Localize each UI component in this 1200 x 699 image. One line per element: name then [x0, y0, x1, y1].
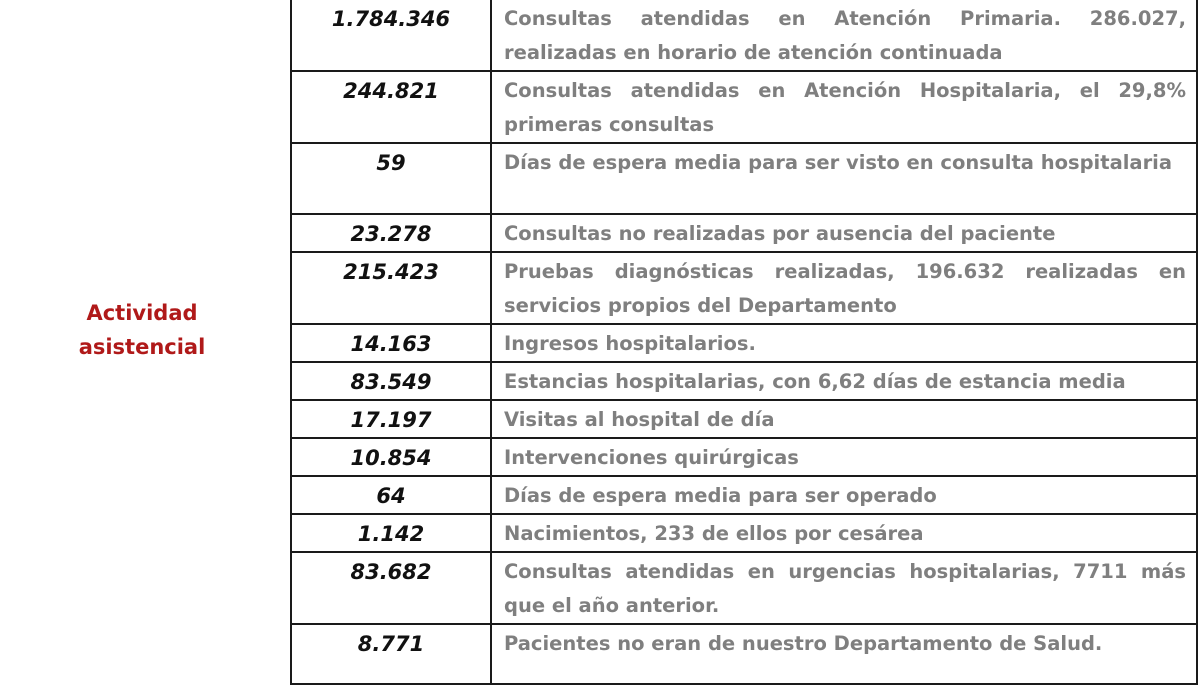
table-row — [291, 400, 1197, 438]
section-label-line1: Actividad — [86, 301, 198, 325]
table-row — [291, 0, 1197, 71]
section-label-line2: asistencial — [78, 335, 206, 359]
row-value: 1.784.346 — [291, 0, 491, 71]
table-row — [291, 252, 1197, 324]
row-description: Días de espera media para ser visto en consulta hospitalaria — [491, 143, 1197, 214]
row-value: 83.549 — [291, 362, 491, 400]
table-row — [291, 143, 1197, 214]
row-value: 64 — [291, 476, 491, 514]
activity-table — [290, 0, 1198, 685]
row-description: Consultas no realizadas por ausencia del paciente — [491, 214, 1197, 252]
row-description: Visitas al hospital de día — [491, 400, 1197, 438]
table-row — [291, 476, 1197, 514]
row-description: Estancias hospitalarias, con 6,62 días de estancia media — [491, 362, 1197, 400]
row-description: Consultas atendidas en urgencias hospitalarias, 7711 más que el año anterior. — [491, 552, 1197, 624]
row-value: 17.197 — [291, 400, 491, 438]
table-row — [291, 438, 1197, 476]
row-description: Pruebas diagnósticas realizadas, 196.632 realizadas en servicios propios del Departamento — [491, 252, 1197, 324]
row-description: Consultas atendidas en Atención Hospitalaria, el 29,8% primeras consultas — [491, 71, 1197, 143]
row-value: 215.423 — [291, 252, 491, 324]
table-row — [291, 624, 1197, 684]
row-description: Intervenciones quirúrgicas — [491, 438, 1197, 476]
row-description: Días de espera media para ser operado — [491, 476, 1197, 514]
table-row — [291, 324, 1197, 362]
row-value: 14.163 — [291, 324, 491, 362]
row-value: 59 — [291, 143, 491, 214]
row-value: 1.142 — [291, 514, 491, 552]
row-value: 83.682 — [291, 552, 491, 624]
table-row — [291, 214, 1197, 252]
row-value: 10.854 — [291, 438, 491, 476]
row-description: Consultas atendidas en Atención Primaria. 286.027, realizadas en horario de atención continuada — [491, 0, 1197, 71]
table-row — [291, 514, 1197, 552]
table-row — [291, 552, 1197, 624]
row-value: 23.278 — [291, 214, 491, 252]
row-description: Nacimientos, 233 de ellos por cesárea — [491, 514, 1197, 552]
table-row — [291, 362, 1197, 400]
row-description: Ingresos hospitalarios. — [491, 324, 1197, 362]
row-value: 244.821 — [291, 71, 491, 143]
row-description: Pacientes no eran de nuestro Departamento de Salud. — [491, 624, 1197, 684]
section-label — [62, 296, 222, 364]
table-row — [291, 71, 1197, 143]
row-value: 8.771 — [291, 624, 491, 684]
